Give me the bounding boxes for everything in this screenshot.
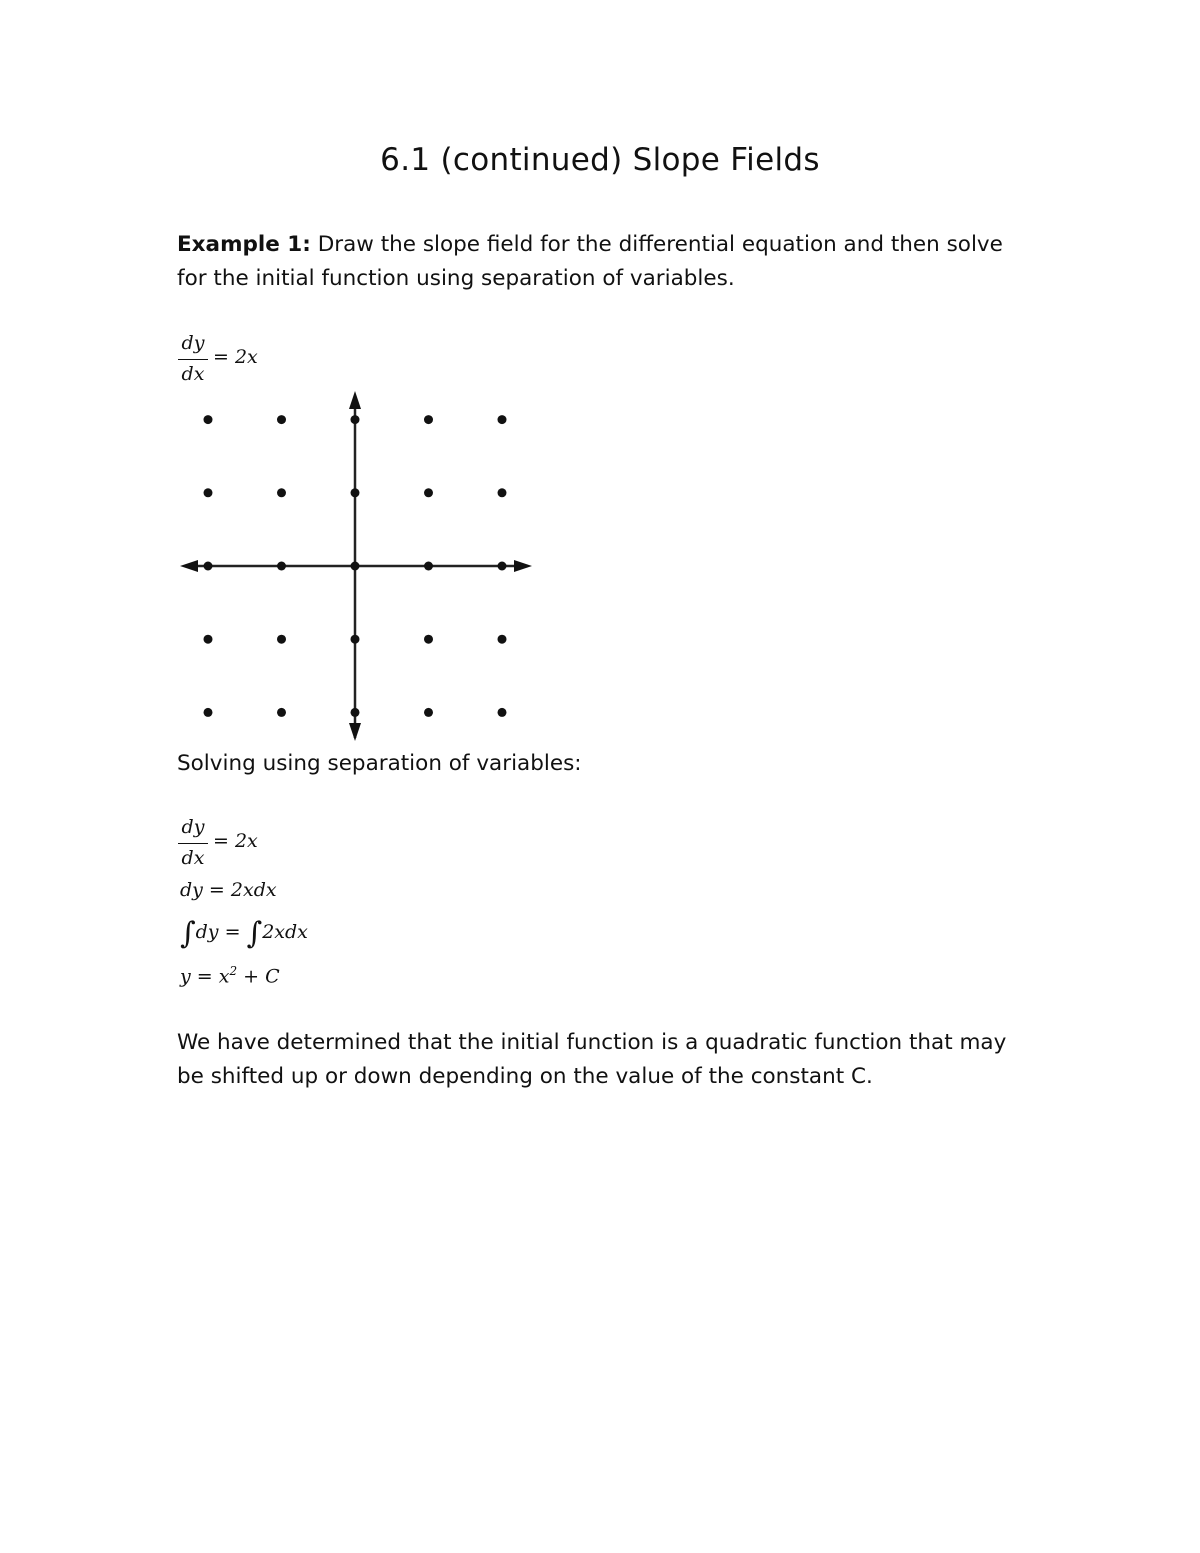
grid-point	[498, 708, 507, 717]
grid-point	[424, 708, 433, 717]
grid-point	[498, 635, 507, 644]
grid-point	[498, 488, 507, 497]
step1-denominator: dx	[181, 847, 205, 869]
equation-rhs: = 2x	[213, 346, 258, 368]
grid-point	[277, 635, 286, 644]
step1-rhs: = 2x	[213, 830, 258, 852]
y-axis-arrow-down	[349, 723, 361, 741]
equation-denominator: dx	[181, 363, 205, 385]
integral-sign-2: ∫	[246, 916, 263, 951]
grid-point	[277, 488, 286, 497]
grid-point	[204, 635, 213, 644]
equation-numerator: dy	[181, 332, 205, 354]
grid-point	[498, 415, 507, 424]
grid-point	[204, 562, 213, 571]
grid-point	[204, 415, 213, 424]
page-title: 6.1 (continued) Slope Fields	[380, 142, 820, 178]
grid-point	[351, 635, 360, 644]
step4-left: y = x	[180, 965, 230, 988]
example-label: Example 1	[177, 232, 303, 257]
grid-point	[277, 708, 286, 717]
grid-point	[424, 635, 433, 644]
example-text: Draw the slope field for the differential equation and then solve for the initial function using separation of variables.	[177, 232, 1003, 291]
step3-left: dy =	[195, 921, 241, 943]
solving-label: Solving using separation of variables:	[177, 751, 582, 776]
step1-fraction-bar	[178, 843, 208, 844]
x-axis-arrow-left	[180, 560, 198, 572]
step4-equation	[180, 964, 280, 987]
step2-equation: dy = 2xdx	[180, 879, 277, 901]
grid-point	[424, 488, 433, 497]
y-axis-arrow-up	[349, 391, 361, 409]
step3-right: 2xdx	[262, 921, 308, 943]
grid-point	[351, 488, 360, 497]
integral-sign: ∫	[180, 916, 196, 951]
step3-equation	[180, 916, 308, 951]
step4-right: + C	[237, 965, 280, 988]
grid-point	[424, 562, 433, 571]
example-colon: :	[302, 232, 311, 257]
grid-point	[424, 415, 433, 424]
grid-point	[498, 562, 507, 571]
step1-numerator: dy	[181, 816, 205, 838]
grid-point	[351, 708, 360, 717]
grid-point	[204, 708, 213, 717]
conclusion-paragraph: We have determined that the initial function is a quadratic function that may be shifted up or down depending on the value of the constant C.	[177, 1030, 1007, 1089]
grid-point	[204, 488, 213, 497]
grid-point	[351, 562, 360, 571]
step4-exponent: 2	[229, 964, 238, 978]
step1-fraction	[178, 817, 208, 868]
grid-point	[277, 415, 286, 424]
x-axis-arrow-right	[514, 560, 532, 572]
grid-point	[277, 562, 286, 571]
grid-point	[351, 415, 360, 424]
